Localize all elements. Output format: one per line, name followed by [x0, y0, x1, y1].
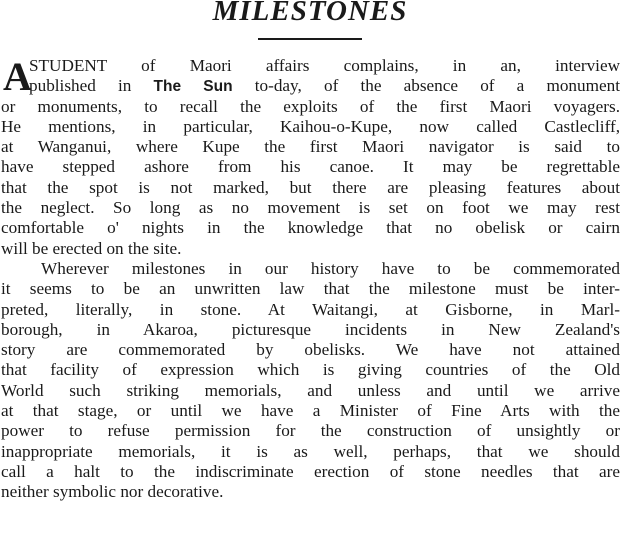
text-run: to-day, of the absence of a monument — [232, 76, 620, 96]
text-line: comfortable o' nights in the knowledge that no obelisk or cairn — [1, 218, 620, 238]
article-body — [1, 56, 620, 503]
headline: MILESTONES — [212, 0, 408, 27]
text-line: preted, literally, in stone. At Waitangi, at Gisborne, in Marl- — [1, 299, 620, 319]
text-line: He mentions, in particular, Kaihou-o-Kupe, now called Castlecliff, — [1, 116, 620, 136]
text-line — [1, 76, 620, 96]
newspaper-name: The Sun — [153, 78, 233, 96]
text-line: at Wanganui, where Kupe the first Maori navigator is said to — [1, 137, 620, 157]
text-line: story are commemorated by obelisks. We have not attained — [1, 340, 620, 360]
text-line: World such striking memorials, and unless and until we arrive — [1, 380, 620, 400]
paragraph-1 — [1, 56, 620, 259]
text-line: neither symbolic nor decorative. — [1, 482, 224, 502]
text-line: will be erected on the site. — [1, 238, 182, 258]
headline-rule — [258, 38, 362, 40]
text-line: power to refuse permission for the construction of unsightly or — [1, 421, 620, 441]
paragraph-2 — [1, 259, 620, 503]
drop-cap: A — [3, 54, 32, 99]
text-line: or monuments, to recall the exploits of the first Maori voyagers. — [1, 96, 620, 116]
text-line: that facility of expression which is giving countries of the Old — [1, 360, 620, 380]
text-run: published in — [29, 76, 154, 96]
text-line: the neglect. So long as no movement is set on foot we may rest — [1, 198, 620, 218]
text-line: it seems to be an unwritten law that the milestone must be inter- — [1, 279, 620, 299]
text-line: at that stage, or until we have a Minister of Fine Arts with the — [1, 401, 620, 421]
text-line: inappropriate memorials, it is as well, perhaps, that we should — [1, 441, 620, 461]
text-line: Wherever milestones in our history have to be commemorated — [41, 258, 620, 278]
text-line: STUDENT of Maori affairs complains, in an, interview — [29, 56, 620, 75]
text-line: call a halt to the indiscriminate erection of stone needles that are — [1, 461, 620, 481]
text-line: that the spot is not marked, but there are pleasing features about — [1, 177, 620, 197]
text-line: have stepped ashore from his canoe. It may be regrettable — [1, 157, 620, 177]
text-line: borough, in Akaroa, picturesque incidents in New Zealand's — [1, 319, 620, 339]
